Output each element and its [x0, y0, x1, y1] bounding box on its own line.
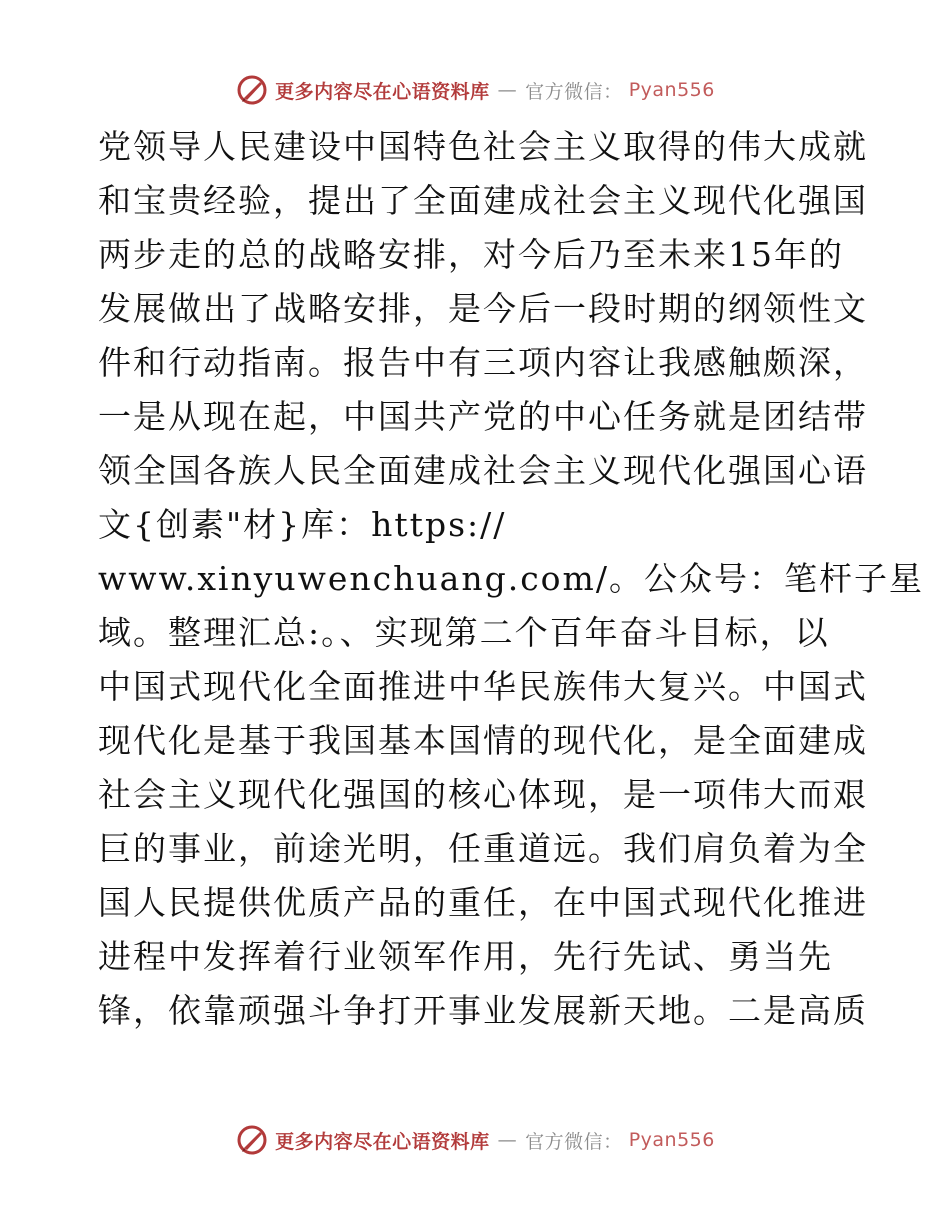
quill-logo-icon [235, 73, 269, 107]
header-brand: 更多内容尽在心语资料库 [275, 80, 490, 103]
text-line: 锋，依靠顽强斗争打开事业发展新天地。二是高质 [98, 991, 868, 1030]
text-line: 和宝贵经验，提出了全面建成社会主义现代化强国 [98, 181, 868, 220]
header-dash: — [497, 79, 518, 101]
text-line: 发展做出了战略安排，是今后一段时期的纲领性文 [98, 289, 868, 328]
text-line: www.xinyuwenchuang.com/。公众号：笔杆子星 [98, 559, 924, 598]
text-line: 巨的事业，前途光明，任重道远。我们肩负着为全 [98, 829, 868, 868]
footer-official-label: 官方微信： [525, 1130, 623, 1153]
text-line: 文{创素"材}库：https:// [98, 505, 507, 544]
text-line: 进程中发挥着行业领军作用，先行先试、勇当先 [98, 937, 833, 976]
text-line: 件和行动指南。报告中有三项内容让我感触颇深， [98, 343, 868, 382]
quill-logo-icon [235, 1123, 269, 1157]
footer-brand: 更多内容尽在心语资料库 [275, 1130, 490, 1153]
text-line: 一是从现在起，中国共产党的中心任务就是团结带 [98, 397, 868, 436]
document-body [98, 120, 924, 1038]
header-banner [0, 70, 950, 110]
text-line: 国人民提供优质产品的重任，在中国式现代化推进 [98, 883, 868, 922]
footer-banner [0, 1120, 950, 1160]
footer-dash: — [497, 1129, 518, 1151]
text-line: 党领导人民建设中国特色社会主义取得的伟大成就 [98, 127, 868, 166]
header-wechat-id: Pyan556 [628, 79, 715, 101]
footer-wechat-id: Pyan556 [628, 1129, 715, 1151]
text-line: 中国式现代化全面推进中华民族伟大复兴。中国式 [98, 667, 868, 706]
text-line: 两步走的总的战略安排，对今后乃至未来15年的 [98, 235, 844, 274]
text-line: 社会主义现代化强国的核心体现，是一项伟大而艰 [98, 775, 868, 814]
text-line: 领全国各族人民全面建成社会主义现代化强国心语 [98, 451, 868, 490]
header-official-label: 官方微信： [525, 80, 623, 103]
text-line: 现代化是基于我国基本国情的现代化，是全面建成 [98, 721, 868, 760]
text-line: 域。整理汇总:。、实现第二个百年奋斗目标，以 [98, 613, 830, 652]
